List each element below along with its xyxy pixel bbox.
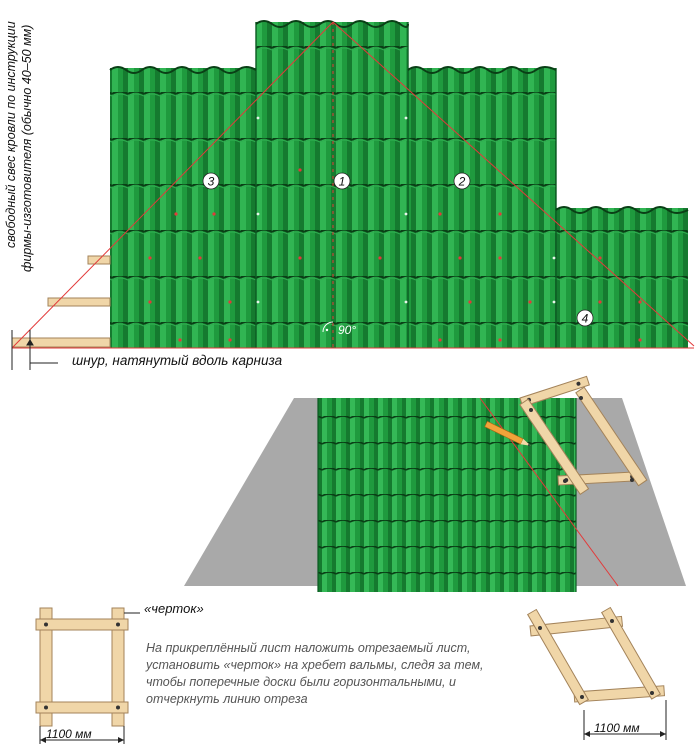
overhang-note-line2: фирмы-изготовителя (обычно 40–50 мм) (20, 24, 34, 272)
instruction-line: отчеркнуть линию отреза (146, 692, 308, 706)
sheet-number-4 (577, 310, 593, 326)
overhang-dimension (12, 330, 58, 370)
sheet-area-left (110, 68, 256, 348)
dimension-left: 1100 мм (46, 727, 92, 741)
top-roof-elevation (12, 21, 694, 370)
sheet-number-3 (203, 173, 219, 189)
hip-cut-diagram (184, 376, 686, 592)
chertok-tool-front (36, 608, 140, 744)
instruction-line: установить «черток» на хребет вальмы, следя за тем, (146, 658, 484, 672)
sheet-number-1-text: 1 (338, 174, 346, 189)
cord-label: шнур, натянутый вдоль карниза (72, 353, 283, 368)
instruction-line: На прикреплённый лист наложить отрезаемый лист, (146, 641, 471, 655)
sheet-area-far-right (556, 208, 688, 348)
sheet-area-center (256, 22, 408, 348)
overhang-note-line1: свободный свес кровли по инструкции (4, 21, 18, 248)
dimension-right: 1100 мм (594, 721, 640, 735)
instruction-text (146, 640, 546, 708)
overhang-board (12, 338, 110, 347)
angle-label: 90° (338, 323, 357, 337)
sheet-number-2-text: 2 (458, 174, 466, 189)
sheet-number-2 (454, 173, 470, 189)
chertok-label: «черток» (144, 601, 204, 616)
instruction-line: чтобы поперечные доски были горизонтальными, и (146, 675, 456, 689)
sheet-number-4-text: 4 (581, 311, 589, 326)
sheet-area-right (408, 68, 556, 348)
sheet-number-1 (334, 173, 350, 189)
sheet-number-3-text: 3 (207, 174, 215, 189)
